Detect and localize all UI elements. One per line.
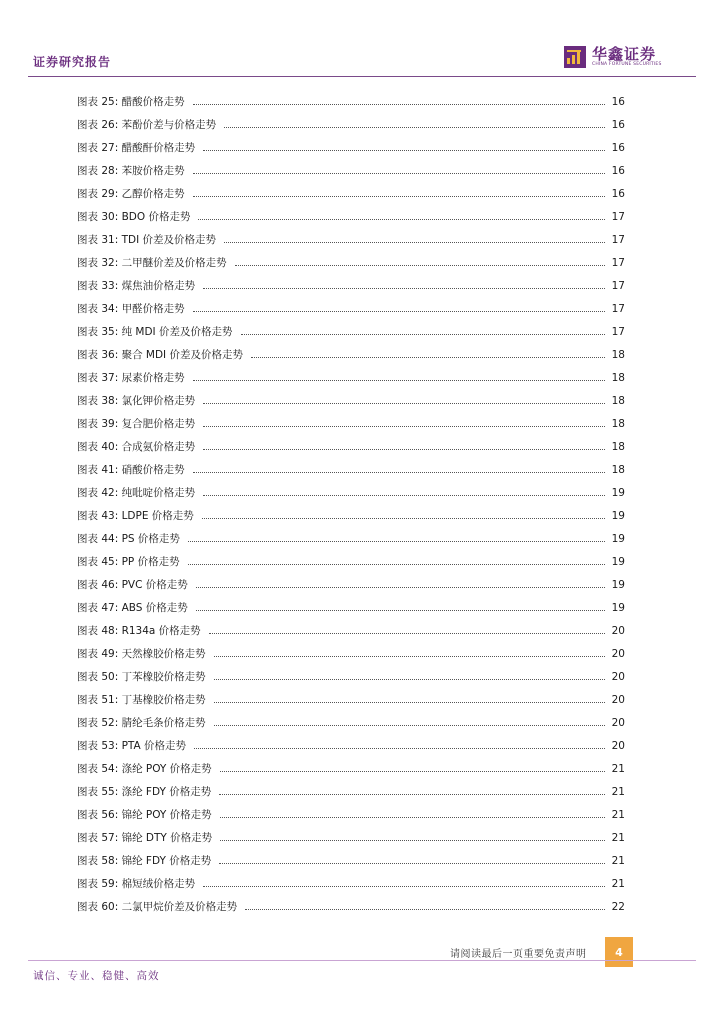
toc-entry-page: 21: [611, 831, 625, 844]
toc-entry-label: 图表 36: 聚合 MDI 价差及价格走势: [77, 347, 247, 362]
toc-entry-label: 图表 32: 二甲醚价差及价格走势: [77, 255, 231, 270]
toc-entry-label: 图表 26: 苯酚价差与价格走势: [77, 117, 220, 132]
header-divider: [28, 76, 696, 77]
toc-entry[interactable]: [77, 826, 625, 849]
toc-dot-leader: [202, 518, 605, 519]
toc-entry[interactable]: [77, 734, 625, 757]
toc-entry[interactable]: [77, 136, 625, 159]
toc-dot-leader: [241, 334, 606, 335]
toc-dot-leader: [224, 127, 605, 128]
toc-entry[interactable]: [77, 343, 625, 366]
toc-entry-page: 21: [611, 808, 625, 821]
toc-entry-label: 图表 56: 锦纶 POY 价格走势: [77, 807, 216, 822]
toc-dot-leader: [251, 357, 605, 358]
toc-entry[interactable]: [77, 435, 625, 458]
toc-entry-page: 20: [611, 693, 625, 706]
logo-icon: [564, 46, 586, 68]
toc-entry-label: 图表 40: 合成氨价格走势: [77, 439, 199, 454]
toc-entry[interactable]: [77, 872, 625, 895]
toc-dot-leader: [193, 380, 605, 381]
report-type-title: 证券研究报告: [33, 55, 112, 69]
toc-dot-leader: [193, 104, 605, 105]
toc-entry-label: 图表 43: LDPE 价格走势: [77, 508, 198, 523]
toc-dot-leader: [203, 288, 605, 289]
toc-dot-leader: [203, 886, 605, 887]
toc-entry-page: 19: [611, 486, 625, 499]
toc-entry-page: 17: [611, 256, 625, 269]
toc-dot-leader: [220, 771, 605, 772]
toc-entry-page: 16: [611, 118, 625, 131]
toc-dot-leader: [235, 265, 605, 266]
toc-entry-label: 图表 59: 棉短绒价格走势: [77, 876, 199, 891]
toc-entry-label: 图表 44: PS 价格走势: [77, 531, 184, 546]
toc-entry[interactable]: [77, 665, 625, 688]
toc-dot-leader: [245, 909, 605, 910]
toc-dot-leader: [219, 863, 605, 864]
toc-entry[interactable]: [77, 711, 625, 734]
toc-entry-label: 图表 60: 二氯甲烷价差及价格走势: [77, 899, 241, 914]
toc-dot-leader: [193, 311, 605, 312]
toc-entry-page: 19: [611, 555, 625, 568]
toc-entry-label: 图表 25: 醋酸价格走势: [77, 94, 189, 109]
toc-dot-leader: [209, 633, 605, 634]
toc-dot-leader: [214, 725, 605, 726]
toc-entry-page: 16: [611, 95, 625, 108]
toc-entry[interactable]: [77, 297, 625, 320]
toc-entry-label: 图表 29: 乙醇价格走势: [77, 186, 189, 201]
toc-entry-page: 22: [611, 900, 625, 913]
toc-dot-leader: [214, 702, 605, 703]
toc-entry[interactable]: [77, 803, 625, 826]
toc-entry-page: 21: [611, 785, 625, 798]
toc-entry-page: 18: [611, 371, 625, 384]
toc-entry[interactable]: [77, 619, 625, 642]
toc-dot-leader: [203, 495, 605, 496]
toc-entry-label: 图表 38: 氯化钾价格走势: [77, 393, 199, 408]
toc-entry[interactable]: [77, 780, 625, 803]
toc-entry-page: 18: [611, 440, 625, 453]
toc-entry[interactable]: [77, 642, 625, 665]
toc-entry[interactable]: [77, 412, 625, 435]
toc-entry-page: 17: [611, 233, 625, 246]
toc-entry[interactable]: [77, 504, 625, 527]
toc-entry[interactable]: [77, 688, 625, 711]
toc-dot-leader: [188, 564, 605, 565]
toc-entry-page: 17: [611, 302, 625, 315]
toc-entry-label: 图表 54: 涤纶 POY 价格走势: [77, 761, 216, 776]
toc-entry-page: 16: [611, 141, 625, 154]
toc-entry-label: 图表 41: 硝酸价格走势: [77, 462, 189, 477]
toc-entry-page: 20: [611, 739, 625, 752]
toc-entry-page: 20: [611, 647, 625, 660]
toc-entry[interactable]: [77, 366, 625, 389]
company-motto: 诚信、专业、稳健、高效: [33, 970, 160, 982]
disclaimer-note: 请阅读最后一页重要免责声明: [450, 949, 587, 960]
toc-entry[interactable]: [77, 481, 625, 504]
toc-entry-label: 图表 49: 天然橡胶价格走势: [77, 646, 210, 661]
toc-entry-page: 19: [611, 601, 625, 614]
toc-entry-page: 21: [611, 762, 625, 775]
toc-entry-label: 图表 57: 锦纶 DTY 价格走势: [77, 830, 216, 845]
toc-dot-leader: [194, 748, 605, 749]
toc-entry[interactable]: [77, 849, 625, 872]
footer-divider: [28, 960, 696, 961]
toc-dot-leader: [214, 656, 605, 657]
toc-entry-page: 17: [611, 210, 625, 223]
toc-entry[interactable]: [77, 550, 625, 573]
toc-entry-label: 图表 34: 甲醛价格走势: [77, 301, 189, 316]
toc-entry-label: 图表 52: 腈纶毛条价格走势: [77, 715, 210, 730]
toc-entry[interactable]: [77, 228, 625, 251]
toc-entry-label: 图表 48: R134a 价格走势: [77, 623, 205, 638]
toc-entry-label: 图表 58: 锦纶 FDY 价格走势: [77, 853, 215, 868]
toc-dot-leader: [224, 242, 605, 243]
toc-entry-label: 图表 33: 煤焦油价格走势: [77, 278, 199, 293]
toc-entry[interactable]: [77, 389, 625, 412]
toc-entry-label: 图表 42: 纯吡啶价格走势: [77, 485, 199, 500]
toc-entry-label: 图表 53: PTA 价格走势: [77, 738, 190, 753]
toc-entry-page: 20: [611, 716, 625, 729]
toc-entry[interactable]: [77, 757, 625, 780]
toc-entry[interactable]: [77, 159, 625, 182]
logo-english-name: CHINA FORTUNE SECURITIES: [592, 62, 662, 67]
toc-entry-page: 19: [611, 532, 625, 545]
toc-entry-label: 图表 45: PP 价格走势: [77, 554, 184, 569]
company-logo: [564, 46, 662, 72]
toc-entry-label: 图表 28: 苯胺价格走势: [77, 163, 189, 178]
toc-dot-leader: [220, 817, 605, 818]
toc-dot-leader: [203, 403, 605, 404]
toc-entry[interactable]: [77, 527, 625, 550]
toc-entry[interactable]: [77, 182, 625, 205]
page-number-badge: 4: [605, 937, 633, 967]
toc-entry-label: 图表 51: 丁基橡胶价格走势: [77, 692, 210, 707]
toc-entry-label: 图表 47: ABS 价格走势: [77, 600, 192, 615]
toc-entry-label: 图表 37: 尿素价格走势: [77, 370, 189, 385]
toc-dot-leader: [196, 610, 605, 611]
toc-dot-leader: [214, 679, 605, 680]
toc-dot-leader: [188, 541, 605, 542]
toc-entry[interactable]: [77, 596, 625, 619]
toc-entry-page: 20: [611, 670, 625, 683]
toc-entry[interactable]: [77, 573, 625, 596]
toc-entry-page: 18: [611, 463, 625, 476]
toc-entry-page: 19: [611, 509, 625, 522]
toc-entry-page: 20: [611, 624, 625, 637]
toc-entry-page: 18: [611, 417, 625, 430]
toc-entry-label: 图表 39: 复合肥价格走势: [77, 416, 199, 431]
toc-entry[interactable]: [77, 251, 625, 274]
toc-entry-label: 图表 50: 丁苯橡胶价格走势: [77, 669, 210, 684]
toc-dot-leader: [203, 426, 605, 427]
toc-entry-page: 16: [611, 164, 625, 177]
toc-dot-leader: [203, 150, 605, 151]
toc-entry-label: 图表 35: 纯 MDI 价差及价格走势: [77, 324, 237, 339]
toc-entry[interactable]: [77, 274, 625, 297]
toc-entry-label: 图表 30: BDO 价格走势: [77, 209, 194, 224]
toc-dot-leader: [220, 840, 605, 841]
toc-entry-label: 图表 31: TDI 价差及价格走势: [77, 232, 220, 247]
toc-entry-page: 19: [611, 578, 625, 591]
toc-entry-page: 21: [611, 877, 625, 890]
toc-entry[interactable]: [77, 205, 625, 228]
toc-dot-leader: [196, 587, 605, 588]
toc-entry-page: 16: [611, 187, 625, 200]
toc-dot-leader: [219, 794, 605, 795]
toc-entry[interactable]: [77, 113, 625, 136]
toc-entry-page: 18: [611, 348, 625, 361]
toc-entry-label: 图表 46: PVC 价格走势: [77, 577, 192, 592]
toc-dot-leader: [193, 173, 605, 174]
toc-dot-leader: [193, 196, 605, 197]
toc-entry-page: 17: [611, 279, 625, 292]
toc-entry-label: 图表 55: 涤纶 FDY 价格走势: [77, 784, 215, 799]
toc-entry[interactable]: [77, 90, 625, 113]
toc-entry-page: 21: [611, 854, 625, 867]
toc-entry[interactable]: [77, 320, 625, 343]
toc-entry[interactable]: [77, 895, 625, 918]
toc-entry[interactable]: [77, 458, 625, 481]
toc-entry-label: 图表 27: 醋酸酐价格走势: [77, 140, 199, 155]
logo-chinese-name: 华鑫证券: [592, 45, 657, 63]
toc-entry-page: 18: [611, 394, 625, 407]
toc-dot-leader: [193, 472, 605, 473]
toc-entry-page: 17: [611, 325, 625, 338]
toc-dot-leader: [203, 449, 605, 450]
toc-dot-leader: [198, 219, 605, 220]
figure-index-list: [77, 90, 625, 918]
page-header: [0, 0, 724, 80]
